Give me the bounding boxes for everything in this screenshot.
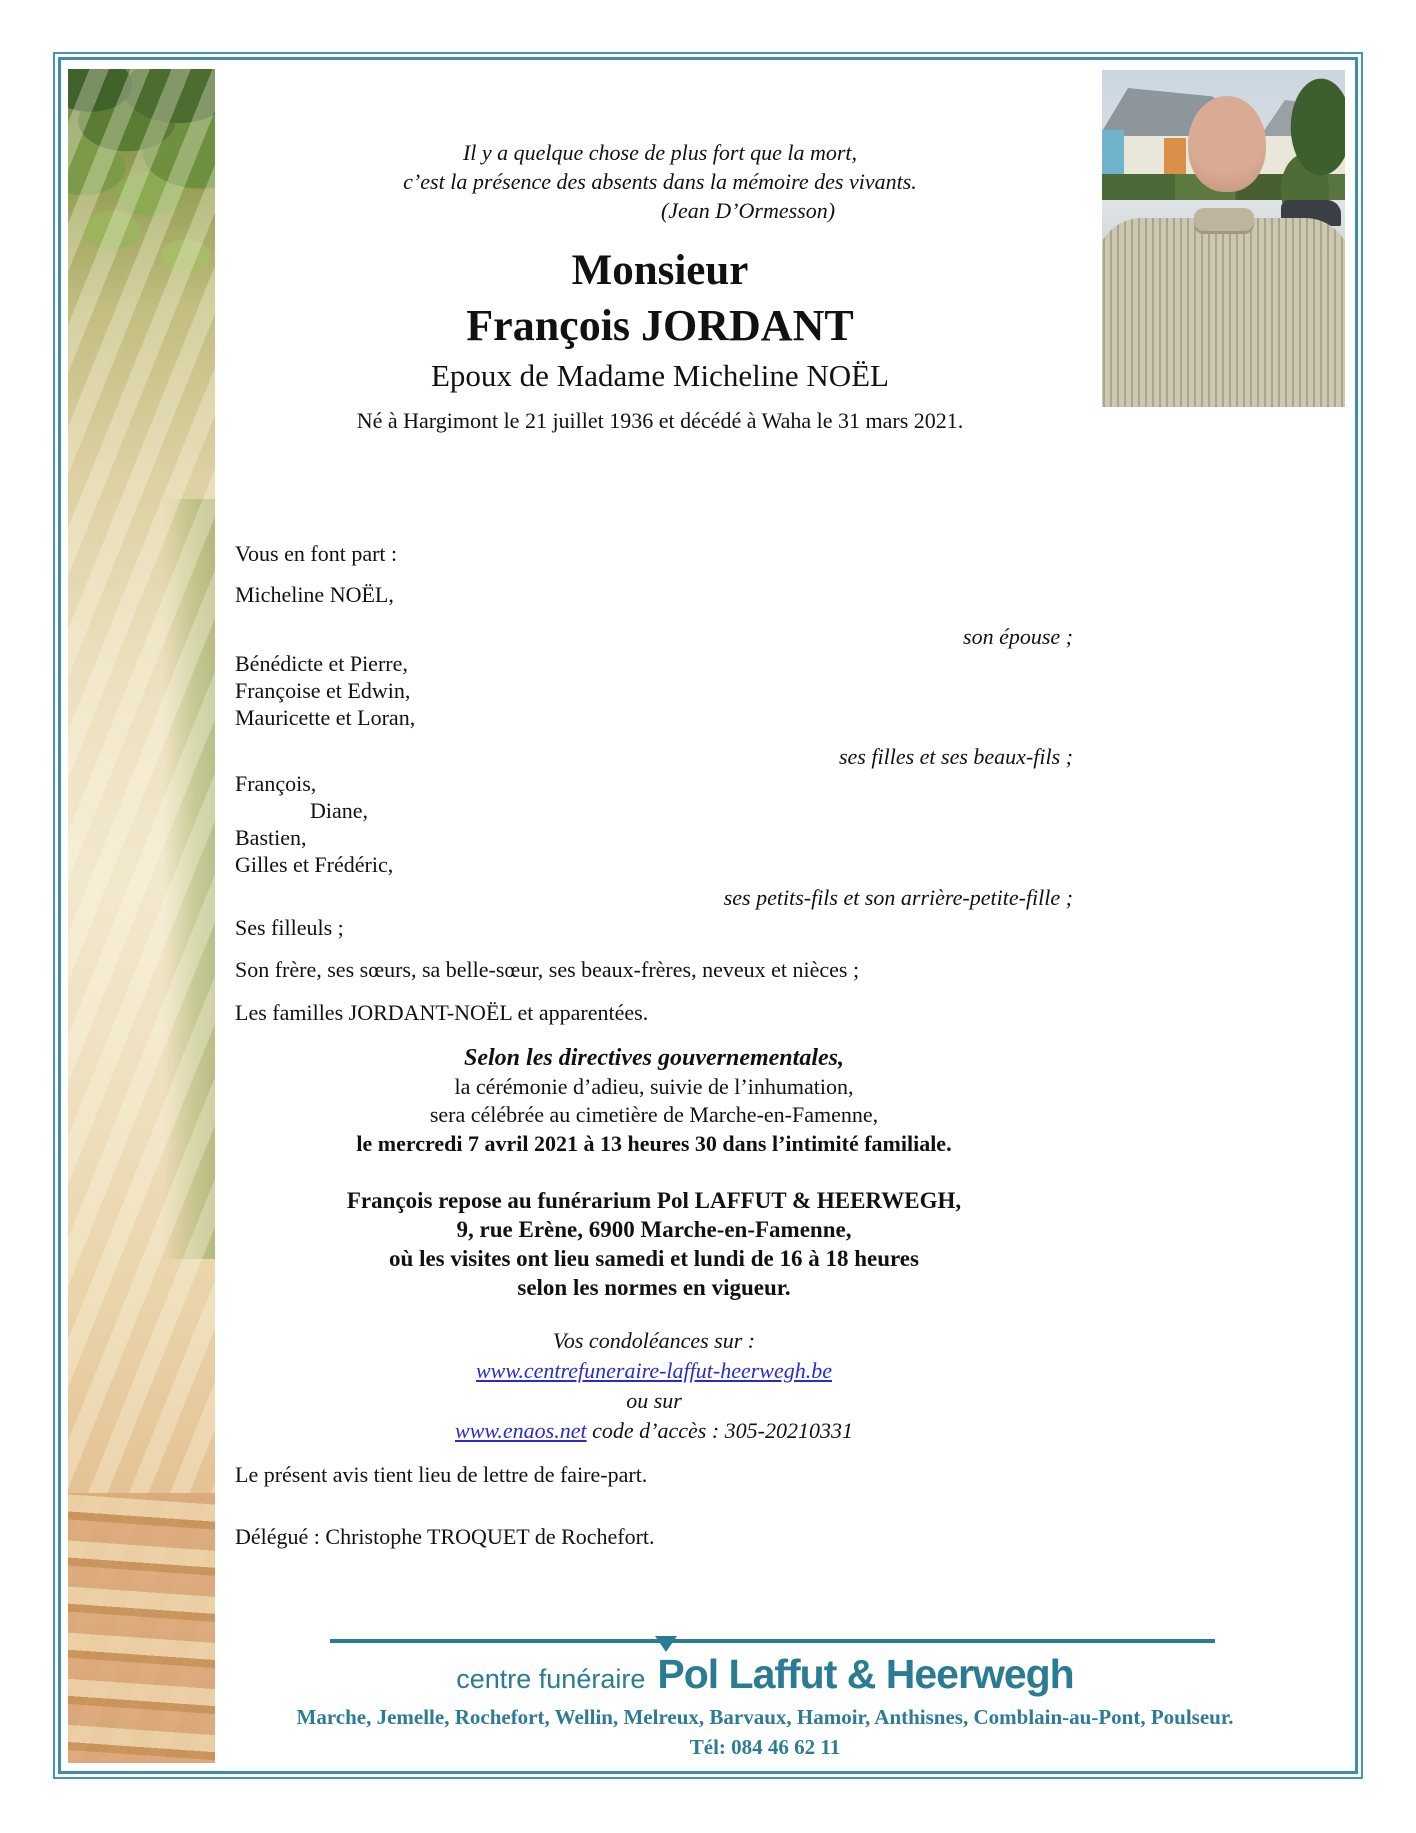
repose-details: [235, 1186, 1073, 1302]
family-member: Les familles JORDANT-NOËL et apparentées.: [235, 1000, 649, 1025]
condolences-block: [235, 1326, 1073, 1446]
ceremony-line: la cérémonie d’adieu, suivie de l’inhumation,: [454, 1074, 854, 1099]
footer-phone: Tél: 084 46 62 11: [689, 1735, 841, 1759]
condolences-or: ou sur: [626, 1388, 682, 1413]
deceased-title-block: [215, 244, 1105, 438]
family-member: Gilles et Frédéric,: [235, 852, 394, 877]
sweater-ribs: [1102, 218, 1345, 407]
family-member: Son frère, ses sœurs, sa belle-sœur, ses beaux-frères, neveux et nièces ;: [235, 957, 860, 982]
logo-triangle-icon: [655, 1636, 677, 1652]
birth-death-line: Né à Hargimont le 21 juillet 1936 et décédé à Waha le 31 mars 2021.: [356, 408, 964, 433]
family-list: [235, 540, 1073, 1026]
family-member: Micheline NOËL,: [235, 582, 394, 607]
logo-small-text: centre funéraire: [456, 1664, 646, 1694]
deceased-name: François JORDANT: [466, 301, 854, 350]
repose-line: François repose au funérarium Pol LAFFUT & HEERWEGH,: [346, 1188, 962, 1213]
ceremony-details: [235, 1043, 1073, 1158]
family-member: Diane,: [310, 798, 369, 823]
logo-big-text: Pol Laffut & Heerwegh: [657, 1652, 1073, 1696]
quote-attribution: (Jean D’Ormesson): [660, 198, 836, 223]
ceremony-line: sera célébrée au cimetière de Marche-en-Famenne,: [429, 1102, 879, 1127]
spouse-line: Epoux de Madame Micheline NOËL: [431, 358, 889, 393]
family-relation: ses filles et ses beaux-fils ;: [838, 744, 1073, 769]
family-member: Ses filleuls ;: [235, 915, 344, 940]
footer-cities: Marche, Jemelle, Rochefort, Wellin, Melreux, Barvaux, Hamoir, Anthisnes, Comblain-au-Pont, Poulseur.: [296, 1705, 1234, 1729]
condolences-link-1[interactable]: www.centrefuneraire-laffut-heerwegh.be: [476, 1358, 832, 1383]
ceremony-lead: Selon les directives gouvernementales,: [464, 1045, 844, 1071]
memorial-quote: [220, 138, 1100, 225]
beige-sweater: [1102, 218, 1345, 407]
ceremony-date-line: le mercredi 7 avril 2021 à 13 heures 30 dans l’intimité familiale.: [356, 1131, 952, 1156]
family-member: François,: [235, 771, 317, 796]
funeral-home-logo: [235, 1652, 1295, 1696]
family-member: Mauricette et Loran,: [235, 705, 416, 730]
repose-norms: selon les normes en vigueur.: [517, 1275, 791, 1300]
portrait-photo: [1102, 70, 1345, 407]
repose-visits: où les visites ont lieu samedi et lundi de 16 à 18 heures: [389, 1246, 919, 1271]
delegate-line: Délégué : Christophe TROQUET de Rochefort.: [235, 1524, 655, 1549]
family-member: Françoise et Edwin,: [235, 678, 411, 703]
family-member: Bénédicte et Pierre,: [235, 651, 408, 676]
man-face: [1188, 96, 1266, 192]
footer-divider: [330, 1639, 1215, 1643]
quote-line-2: c’est la présence des absents dans la mémoire des vivants.: [403, 169, 917, 194]
notice-line: Le présent avis tient lieu de lettre de faire-part.: [235, 1462, 648, 1487]
family-relation: son épouse ;: [963, 624, 1073, 649]
blue-shutter: [1102, 130, 1124, 180]
repose-address: 9, rue Erène, 6900 Marche-en-Famenne,: [456, 1217, 852, 1242]
sand-path: [68, 1493, 215, 1763]
family-intro: Vous en font part :: [235, 541, 398, 566]
deceased-title: Monsieur: [571, 247, 749, 294]
access-code: code d’accès : 305-20210331: [586, 1418, 853, 1443]
family-member: Bastien,: [235, 825, 307, 850]
family-relation: ses petits-fils et son arrière-petite-fille ;: [723, 885, 1073, 910]
quote-line-1: Il y a quelque chose de plus fort que la mort,: [462, 140, 858, 165]
sweater-collar: [1194, 208, 1254, 234]
condolences-link-2[interactable]: www.enaos.net: [455, 1418, 587, 1443]
forest-path-photo: [68, 69, 215, 1763]
condolences-intro: Vos condoléances sur :: [552, 1328, 756, 1353]
